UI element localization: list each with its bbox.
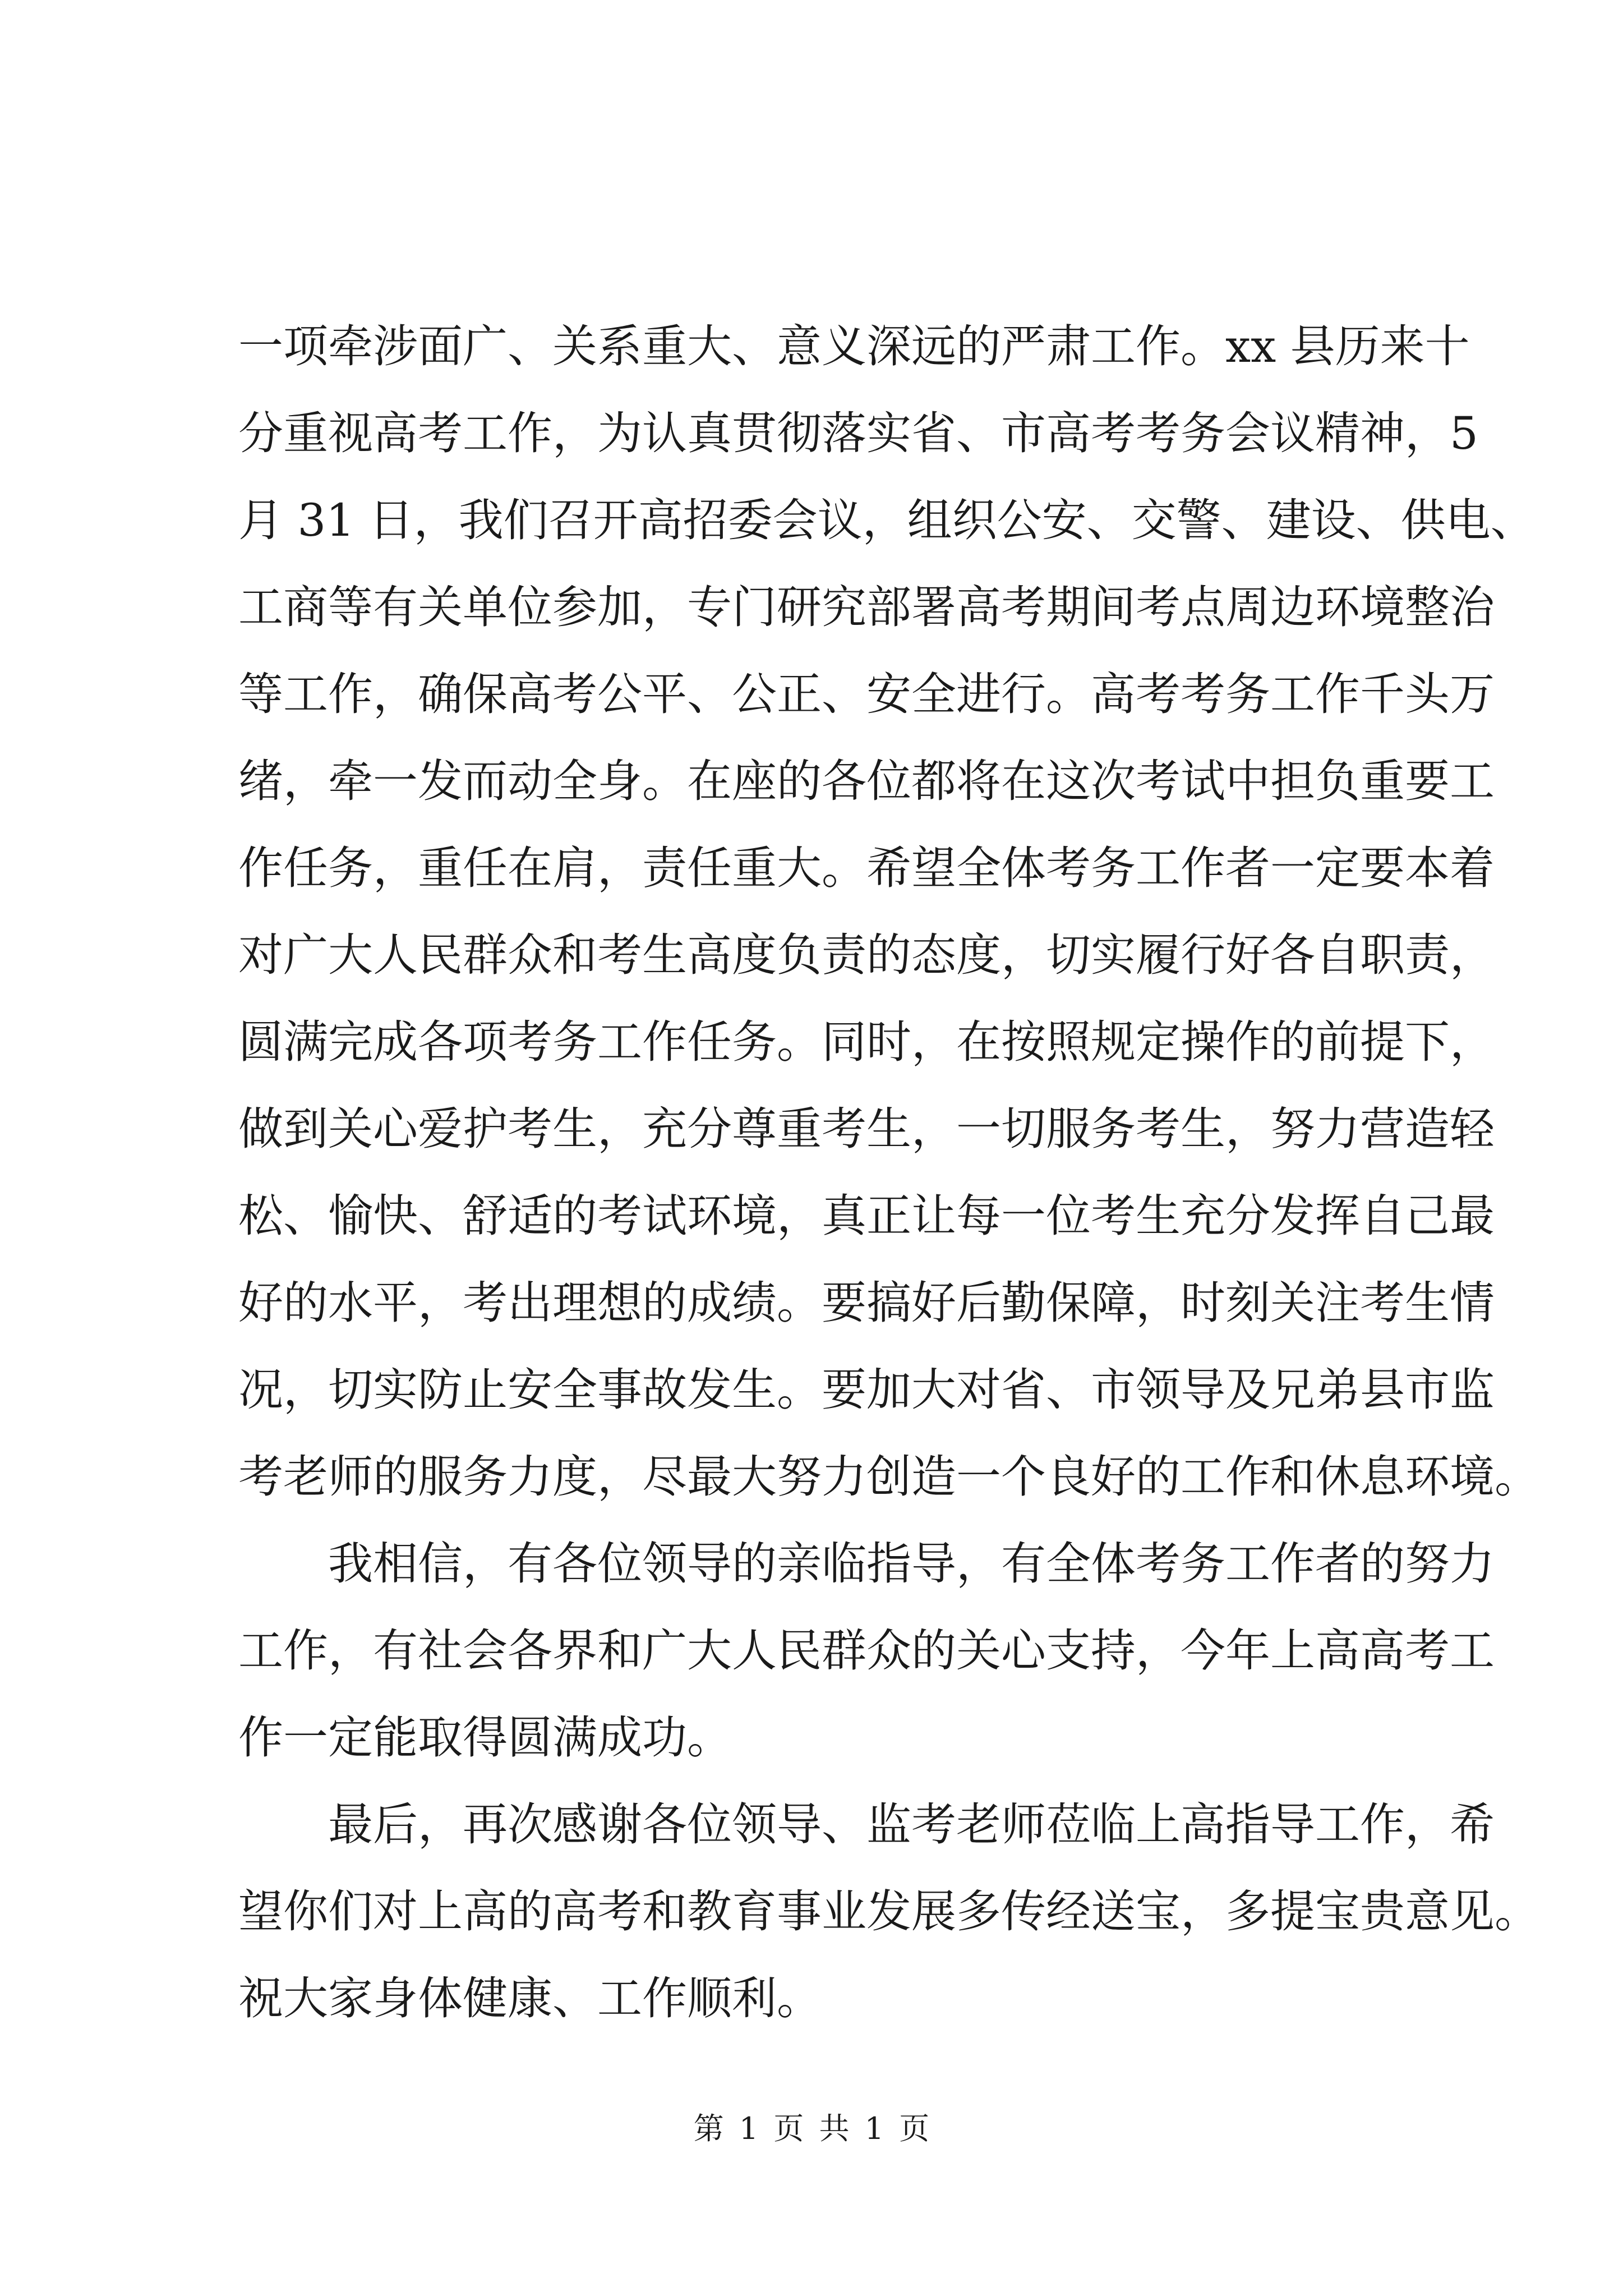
paragraph-2 xyxy=(238,1520,1495,1781)
paragraph-3 xyxy=(238,1781,1539,2042)
text-line: 好的水平，考出理想的成绩。要搞好后勤保障，时刻关注考生情 xyxy=(238,1277,1495,1329)
text-line: 一项牵涉面广、关系重大、意义深远的严肃工作。xx 县历来十 xyxy=(238,320,1470,372)
text-line: 分重视高考工作，为认真贯彻落实省、市高考考务会议精神，5 xyxy=(238,407,1478,459)
text-line: 绪，牵一发而动全身。在座的各位都将在这次考试中担负重要工 xyxy=(238,755,1495,807)
text-line: 考老师的服务力度，尽最大努力创造一个良好的工作和休息环境。 xyxy=(238,1451,1539,1503)
text-line: 望你们对上高的高考和教育事业发展多传经送宝，多提宝贵意见。 xyxy=(238,1885,1539,1938)
text-line: 对广大人民群众和考生高度负责的态度，切实履行好各自职责， xyxy=(238,929,1495,981)
text-line: 作一定能取得圆满成功。 xyxy=(238,1711,732,1764)
page-footer: 第 1 页 共 1 页 xyxy=(693,2111,930,2146)
text-line: 况，切实防止安全事故发生。要加大对省、市领导及兄弟县市监 xyxy=(238,1364,1495,1416)
text-line: 作任务，重任在肩，责任重大。希望全体考务工作者一定要本着 xyxy=(238,842,1495,894)
text-line: 圆满完成各项考务工作任务。同时，在按照规定操作的前提下， xyxy=(238,1016,1495,1068)
text-line: 祝大家身体健康、工作顺利。 xyxy=(238,1972,822,2024)
document-body xyxy=(238,303,1539,2042)
text-line: 工作，有社会各界和广大人民群众的关心支持，今年上高高考工 xyxy=(238,1625,1495,1677)
text-line: 等工作，确保高考公平、公正、安全进行。高考考务工作千头万 xyxy=(238,668,1495,720)
text-line: 工商等有关单位参加，专门研究部署高考期间考点周边环境整治 xyxy=(238,581,1495,633)
text-line: 月 31 日，我们召开高招委会议，组织公安、交警、建设、供电、 xyxy=(238,494,1536,546)
text-line: 最后，再次感谢各位领导、监考老师莅临上高指导工作，希 xyxy=(328,1798,1495,1851)
text-line: 我相信，有各位领导的亲临指导，有全体考务工作者的努力 xyxy=(328,1538,1495,1590)
text-line: 做到关心爱护考生，充分尊重考生，一切服务考生，努力营造轻 xyxy=(238,1103,1495,1155)
text-line: 松、愉快、舒适的考试环境，真正让每一位考生充分发挥自己最 xyxy=(238,1190,1495,1242)
paragraph-1 xyxy=(238,303,1539,1520)
